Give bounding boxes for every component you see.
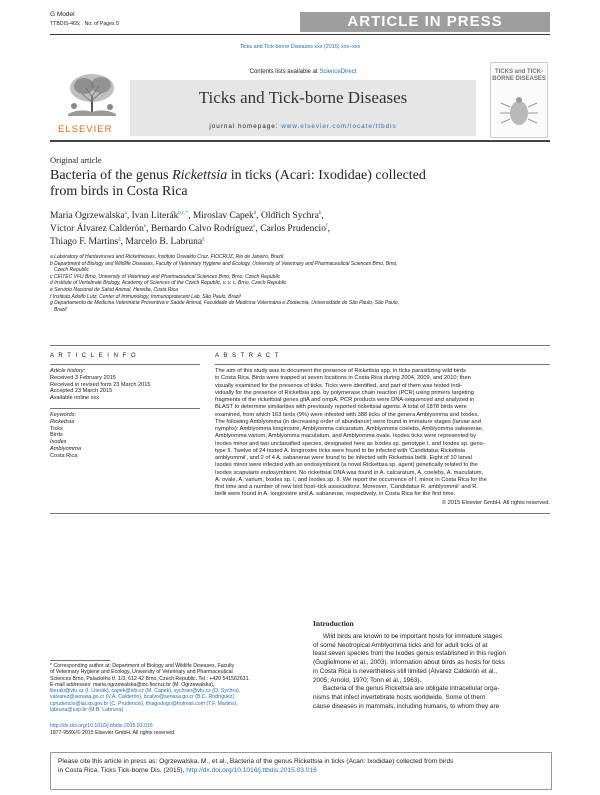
footnote-email-line[interactable]: valvarez@senasa.go.cr (V.Á. Calderón), bcalvo@senasa.go.cr (B.C. Rodríguez), xyxy=(50,694,236,701)
abstract-line: The following Amblyomma (in decreasing order of abundance) were found in immature stages (larvae and xyxy=(215,418,481,425)
citation-text xyxy=(58,757,544,775)
article-info-heading: A R T I C L E I N F O xyxy=(50,353,138,359)
author-line-2: Víctor Álvarez Calderón$^e$, Bernardo Calvo Rodríguez$^e$, Carlos Prudencio$^f$, xyxy=(50,223,330,234)
abstract-line: first time and a number of new bird host–tick associations. Moreover, 'Candidatus R. amblyommii' and R. xyxy=(215,484,478,490)
affiliation: d Institute of Vertebrate Biology, Academy of Sciences of the Czech Republic, v. v. i., Brno, Czech Republic xyxy=(50,280,287,287)
section-rule xyxy=(50,345,550,346)
abstract-line: bellii were found in A. longirostre and A. sabanerae, respectively, in Costa Rica for the first time. xyxy=(215,491,456,498)
homepage-line xyxy=(130,124,476,130)
author[interactable]: Bernardo Calvo Rodríguez$^e$ xyxy=(150,223,256,234)
title-part-b: in ticks (Acari: Ixodidae) collected xyxy=(227,168,426,183)
affiliation: f Instituto Adolfo Lutz, Center of Immunology, Immunoprotecent Lab, São Paulo, Brazil xyxy=(50,293,241,300)
intro-line: cause diseases in mammals, including humans, to whom they are xyxy=(313,702,500,710)
elsevier-tree-icon xyxy=(60,66,124,126)
footnote-email-line[interactable]: literaki@vfu.cz (I. Literák), capek@ivb.cz (M. Capek), sychrao@vfu.cz (O. Sychra), xyxy=(50,688,241,695)
abstract-line: visually examined for the presence of ticks. Ticks were identified, and part of them was tested indi- xyxy=(215,382,462,389)
keyword: Birds xyxy=(50,432,63,439)
affiliations xyxy=(50,254,550,313)
journal-title: Ticks and Tick-borne Diseases xyxy=(198,88,408,107)
affiliation: e Servicio Nacional de Salud Animal, Heredia, Costa Rica xyxy=(50,286,178,293)
intro-line: of some Neotropical Amblyomma ticks and for adult ticks of at xyxy=(313,641,488,649)
author[interactable]: Thiago F. Martins$^g$ xyxy=(50,236,121,247)
affiliation: b Department of Biology and Wildlife Diseases, Faculty of Veterinary Hygiene and Ecology, University of Veterinary and Pharmaceutical Sciences Brno, Brno, xyxy=(50,260,398,267)
footnote-email-line[interactable]: cprudencio@ial.sp.gov.br (C. Prudencio), thiagodogo@hotmail.com (T.F. Martins), xyxy=(50,700,238,707)
cover-tick-icon xyxy=(491,93,547,133)
affiliation: a Laboratory of Hantaviruses and Rickettsioses, Instituto Oswaldo Cruz, FIOCRUZ, Rio de Janeiro, Brazil xyxy=(50,254,284,260)
intro-line: nisms that infect invertebrate hosts worldwide. Some of them xyxy=(313,693,486,701)
keyword: Ixodes xyxy=(50,439,67,446)
intro-line: least seven species from the Ixodes genus established in this region xyxy=(313,650,506,658)
intro-line: (Guglielmone et al., 2003). Information about birds as hosts for ticks xyxy=(313,659,505,667)
affiliation: Czech Republic xyxy=(54,267,90,274)
article-type: Original article xyxy=(50,155,102,165)
author-line-3: Thiago F. Martins$^g$, Marcelo B. Labruna$^g$ xyxy=(50,236,205,247)
history-item: Accepted 23 March 2015 xyxy=(50,388,113,395)
abstract-heading: A B S T R A C T xyxy=(215,353,280,359)
history-item: Available online xxx xyxy=(50,395,100,402)
author[interactable]: Oldřich Sychra$^b$ xyxy=(261,210,322,221)
abstract-line: Amblyomma varium, Amblyomma maculatum, and Amblyomma ovale. Ixodes ticks were represented by xyxy=(215,433,477,440)
article-code-text: TTBDIS-465; xyxy=(50,21,81,27)
citation-doi-link[interactable]: http://dx.doi.org/10.1016/j.ttbdis.2015.03.016 xyxy=(186,767,317,774)
intro-line: Wild birds are known to be important hosts for immature stages xyxy=(323,633,503,640)
homepage-link[interactable]: www.elsevier.com/locate/ttbdis xyxy=(281,123,397,130)
doi-link[interactable]: http://dx.doi.org/10.1016/j.ttbdis.2015.03.016 xyxy=(50,723,153,729)
intro-text xyxy=(313,633,550,711)
title-genus: Rickettsia xyxy=(172,168,228,183)
abstract-line: A. ovale, A. varium, Ixodes sp. I, and Ixodes sp. II. We report the occurrence of I. minor in Costa Rica for the xyxy=(215,476,487,483)
abstract-line: type II. Twelve of 24 tested A. longirostre ticks were found to be infected with 'Candidatus Rickettsia xyxy=(215,447,466,454)
abstract-line: examined, from which 163 birds (9%) were infested with 388 ticks of the genera Amblyomma and Ixodes. xyxy=(215,411,479,418)
article-in-press-banner: ARTICLE IN PRESS xyxy=(300,12,550,32)
abstract-line: BLAST to determine similarities with previously reported rickettsial agents. A total of 1878 birds were xyxy=(215,404,467,411)
keyword: Rickettsia xyxy=(50,418,75,425)
history-item: Received in revised form 23 March 2015 xyxy=(50,381,151,388)
author[interactable]: Miroslav Capek$^d$ xyxy=(192,210,257,221)
author[interactable]: Víctor Álvarez Calderón$^e$ xyxy=(50,223,147,234)
author[interactable]: Maria Ogrzewalska$^a$ xyxy=(50,210,127,221)
title-line-2: from birds in Costa Rica xyxy=(50,184,188,199)
copyright: © 2015 Elsevier GmbH. All rights reserved. xyxy=(441,500,550,506)
abstract-rule xyxy=(215,364,550,365)
affiliation: Brazil xyxy=(54,306,67,313)
intro-heading: Introduction xyxy=(313,619,354,628)
publisher-name: ELSEVIER xyxy=(58,124,113,135)
keywords-rule xyxy=(50,408,200,409)
history-item: Received 3 February 2015 xyxy=(50,374,116,381)
abstract-end-rule xyxy=(50,513,550,514)
header-rule xyxy=(50,34,550,35)
keyword: Ticks xyxy=(50,425,63,432)
affiliation: g Departamento de Medicina Veterinária Preventiva e Saúde Animal, Faculdade de Medicina Veterinária e Zootecnia, Universidade de São Paulo, São Paulo, xyxy=(50,300,400,307)
author-list xyxy=(50,210,550,249)
footnote-email-line[interactable]: labruna@usp.br (M.B. Labruna). xyxy=(50,707,125,714)
keyword: Amblyomma xyxy=(50,445,82,452)
article-code xyxy=(50,21,119,27)
cover-label: TICKS and TICK-BORNE DISEASES xyxy=(492,69,546,82)
contents-prefix: Contents lists available at xyxy=(249,69,318,75)
journal-reference[interactable]: Ticks and Tick-borne Diseases xxx (2015) xxx–xxx xyxy=(239,44,361,50)
footnotes xyxy=(50,663,295,713)
article-info-rule xyxy=(50,364,200,365)
title-part-a: Bacteria of the genus xyxy=(50,168,173,183)
issn: 1877-959X/© 2015 Elsevier GmbH. All rights reserved. xyxy=(50,730,176,736)
abstract-line: amblyommii', and 2 of 4 A. sabanerae were found to be infected with Rickettsia bellii. Eight of 10 larval xyxy=(215,455,472,461)
abstract-line: in Costa Rica. Birds were trapped at seven locations in Costa Rica during 2004, 2009, and 2010; then xyxy=(215,375,471,382)
intro-line: 2005; Arnold, 1970; Tonn et al., 1963). xyxy=(313,676,422,684)
footnote-line: of Veterinary Hygiene and Ecology, University of Veterinary and Pharmaceutical xyxy=(50,669,233,676)
abstract-line: Ixodes minor were infected with an endosymbiont (a novel Rickettsia sp. agent) genetically related to the xyxy=(215,462,478,469)
abstract-line: Ixodes scapularis endosymbiont. No rickettsial DNA was found in A. calcaratum, A. coelebs, A. maculatum, xyxy=(215,469,484,476)
history-label: Article history: xyxy=(50,368,86,374)
homepage-prefix: journal homepage: xyxy=(209,123,279,130)
keywords-label: Keywords: xyxy=(50,412,77,418)
abstract-line: Ixodes minor and two unclassified species, designated here as Ixodes sp. genotype I, and Ixodes sp. geno- xyxy=(215,440,485,447)
citation-line-2 xyxy=(58,766,544,775)
journal-cover xyxy=(490,62,548,138)
intro-line: Bacteria of the genus Rickettsia are obligate intracellular orga- xyxy=(323,685,500,693)
footnote-line: E-mail addresses: maria.ogrzewalska@ioc.fiocruz.br (M. Ogrzewalska), xyxy=(50,681,215,688)
title-line-1 xyxy=(50,168,550,184)
author[interactable]: Marcelo B. Labruna$^g$ xyxy=(125,236,205,247)
page-count: No. of Pages 5 xyxy=(84,21,119,27)
footnote-rule xyxy=(50,660,110,661)
keyword: Costa Rica xyxy=(50,452,78,459)
sciencedirect-link[interactable]: ScienceDirect xyxy=(319,69,357,75)
citation-line-1: Please cite this article in press as: Ogrzewalska, M., et al., Bacteria of the genus Rickettsia in ticks (Acari: Ixodidae) collected from birds xyxy=(58,758,454,765)
author[interactable]: Ivan Literák$^{b,c,*}$ xyxy=(131,210,189,221)
author[interactable]: Carlos Prudencio$^f$ xyxy=(260,223,328,234)
author-line-1: Maria Ogrzewalska$^a$, Ivan Literák$^{b,c,*}$, Miroslav Capek$^d$, Oldřich Sychra$^b$, xyxy=(50,210,324,221)
citation-suffix: in Costa Rica. Ticks Tick-borne Dis. (2015), xyxy=(58,767,185,774)
article-history xyxy=(50,368,200,402)
abstract-line: nymphs): Amblyomma longirostre, Amblyomma calcaratum, Amblyomma coelebs, Amblyomma sabanerae, xyxy=(215,426,484,432)
article-title xyxy=(50,168,550,200)
abstract-line: fragments of the rickettsial genes gltA and ompA. PCR products were DNA-sequenced and analyzed in xyxy=(215,397,475,403)
elsevier-logo xyxy=(60,66,124,126)
abstract-line: The aim of this study was to document the presence of Rickettsia spp. in ticks parasitizing wild birds xyxy=(215,368,466,374)
abstract-line: vidually for the presence of Rickettsia spp. by polymerase chain reaction (PCR) using primers targeting xyxy=(215,389,474,396)
intro-line: in Costa Rica is nevertheless still limited (Álvarez Calderón et al., xyxy=(313,667,497,675)
footnote-line: Sciences Brno, Palackého tř. 1/3, 612 42 Brno, Czech Republic. Tel.: +420 541562631. xyxy=(50,675,250,682)
model-label: G Model xyxy=(50,11,75,18)
keywords xyxy=(50,412,200,460)
abstract-text xyxy=(215,368,550,499)
affiliation: c CEITEC VFU Brno, University of Veterinary and Pharmaceutical Sciences Brno, Brno, Czech Republic xyxy=(50,273,281,280)
contents-line xyxy=(130,69,476,75)
masthead-rule xyxy=(50,140,550,142)
footnote-line: * Corresponding author at: Department of Biology and Wildlife Diseases, Faculty xyxy=(50,663,235,669)
